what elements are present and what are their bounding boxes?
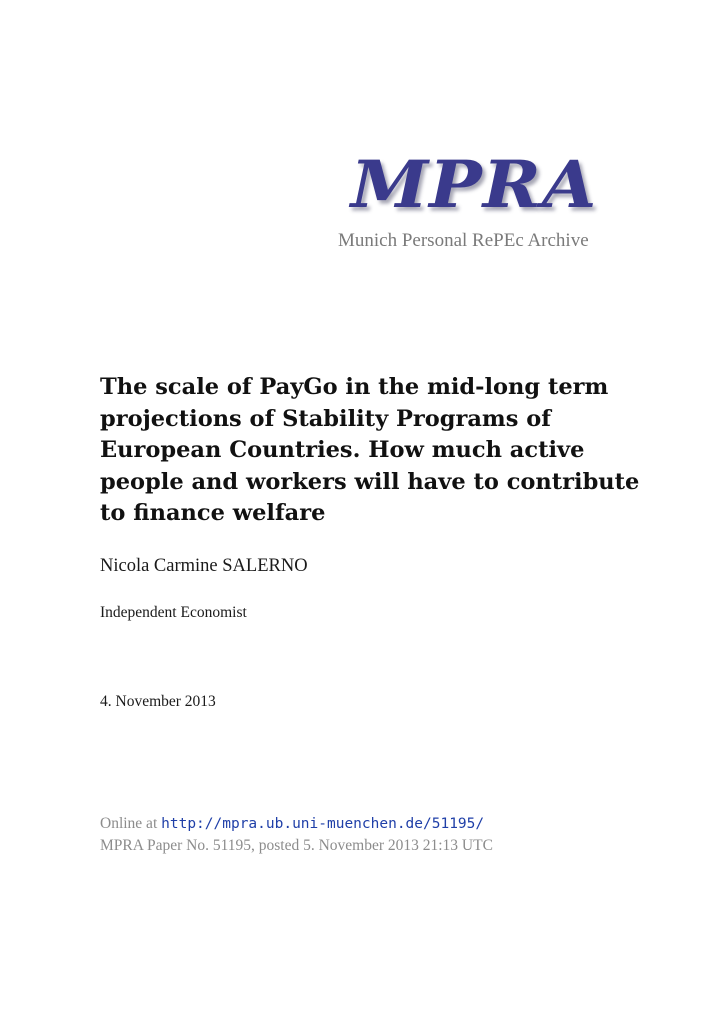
paper-url-link[interactable]: http://mpra.ub.uni-muenchen.de/51195/ <box>161 816 485 832</box>
author-affiliation: Independent Economist <box>100 604 247 621</box>
mpra-logo <box>300 148 620 258</box>
paper-title: The scale of PayGo in the mid-long term projections of Stability Programs of European Countries. How much active people and workers will have to contribute to finance welfare <box>100 374 640 526</box>
online-availability <box>100 815 484 833</box>
archive-subtitle: Munich Personal RePEc Archive <box>338 230 589 251</box>
author-name: Nicola Carmine SALERNO <box>100 556 308 576</box>
online-prefix: Online at <box>100 815 158 832</box>
mpra-logo-text: MPRA <box>350 146 598 223</box>
paper-posting-info: MPRA Paper No. 51195, posted 5. November 2013 21:13 UTC <box>100 837 493 854</box>
paper-date: 4. November 2013 <box>100 693 216 710</box>
